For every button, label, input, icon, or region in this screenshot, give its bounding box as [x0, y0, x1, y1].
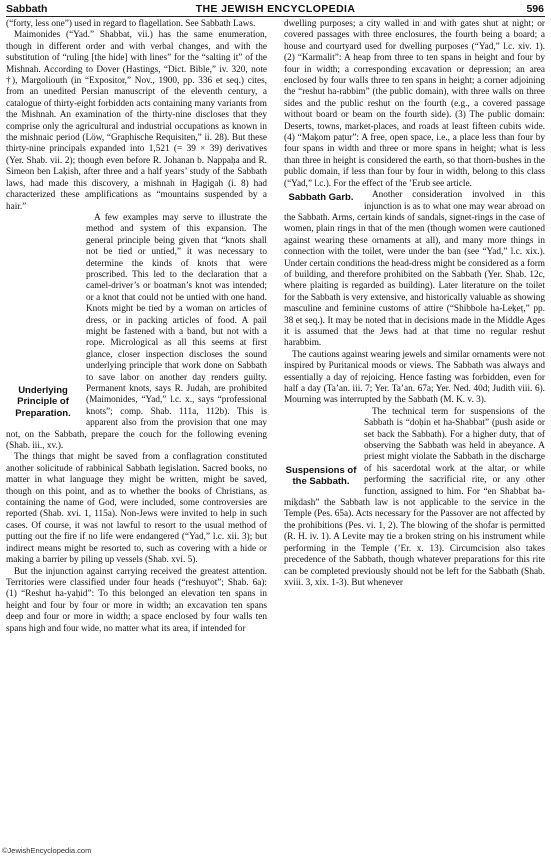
paragraph: A few examples may serve to illustrate the method and system of this expansion. The general principle being given that “knots shall not be tied or untied,” it was necessary to determine the kinds of knots that were proscribed. This led to the declaration that a camel-driver’s or boatman’s knot was intended; or a knot that could not be untied with one hand. Knots might be tied by a woman on articles of dress, or in packing articles of food. A pail might be fastened with a band, but not with a rope. Micrological as all this seems at first glance, closer inspection discloses the sound underlying principle that work done on Sabbath to save labor on another day renders guilty. Permanent knots, says R. Judah, are prohibited (Maimonides, “Yad,” l.c. x., says “professional knots”; comp. Shab. 111a, 112b). This is apparent also from the provision that one may not, on the Sabbath, prepare the couch for the following evening (Shab. iii., xv.).: [6, 212, 267, 452]
page-number: 596: [526, 3, 544, 15]
paragraph: But the injunction against carrying received the greatest attention. Territories were classified under four heads (“reshuyot”; Shab. 6a): (1) “Reshut ha-yaḥid”: To this belonged an elevation ten spans in height and four by four or more in width; an excavation ten spans deep and four or more in width; a space enclosed by four walls ten spans high and four wide, no matter what its area, if intended for: [6, 566, 267, 634]
paragraph: dwelling purposes; a city walled in and with gates shut at night; or covered passages with three enclosures, the fourth being a board; a house and courtyard used for dwelling purposes (“Yad,” l.c. xiv. 1). (2) “Karmalit”: A heap from three to ten spans in height and four by four in width; a corresponding excavation or depression; an area enclosed by four walls three to ten spans in height; a corner adjoining the “reshut ha-rabbim” (the public domain), with three walls on three sides and the public reshut on the fourth (e.g., a covered passage without board or beam on the fourth side). (3) The public domain: Deserts, towns, market-places, and roads at least fifteen cubits wide. (4) “Maḳom paṭur”: A free, open space, i.e., a place less than four by four spans in width and three or more spans in height; what is less than three in height is considered the earth, so that thorn-bushes in the public domain, if less than four by four in width, belong to this class (“Yad,” l.c.). For the effect of the ’Erub see article.: [284, 19, 545, 189]
right-column: [284, 19, 545, 589]
sidenote-suspensions: Suspensions of the Sabbath.: [285, 464, 357, 488]
paragraph: Another consideration involved in this injunction is as to what one may wear abroad on the Sabbath. Arms, certain kinds of sandals, signet-rings in the case of women, plain rings in that of the men (though women were cautioned against wearing these ornaments at all), and many more things in connection with the toilet, were under the ban (see “Yad,” l.c. xix.). Under certain conditions the head-dress might be considered as a form of building, and therefore prohibited on the Sabbath (Yer. Shab. 12c, where plaiting is regarded as building). Later literature on the toilet for the Sabbath is very extensive, and historically valuable as showing masculine and feminine customs of attire (“Shibbole ha-Leḳeṭ,” pp. 38 et seq.). It may be noted that in decisions made in the Middle Ages it is assumed that the Jews had at that time no regular reshut harabbim.: [284, 190, 545, 349]
paragraph: (“forty, less one”) used in regard to flagellation. See Sabbath Laws.: [6, 19, 256, 29]
encyclopedia-title: THE JEWISH ENCYCLOPEDIA: [195, 3, 356, 15]
paragraph: The cautions against wearing jewels and similar ornaments were not inspired by Puritanical moods or views. The Sabbath was always and essentially a day of rejoicing. Hence fasting was forbidden, even for half a day (Ta’an. iii. 7; Yer. Ta’an. 67a; Yer. Ned. 40d; Judith viii. 6). Mourning was interrupted by the Sabbath (M. K. v. 3).: [284, 349, 546, 406]
paragraph: The things that might be saved from a conflagration constituted another solicitude of rabbinical Sabbath legislation. Sacred books, no matter in what language they might be written, might be saved, though on this point, and as to whether the books of Christians, as containing the name of God, were included, some controversies are reported (Shab. xvi. 1, 115a). Non-Jews were invited to help in such cases. Of course, it was not lawful to resort to the usual method of putting out the fire if no life were endangered (“Yad,” l.c. xii. 3); but indirect means might be resorted to, such as covering with a hide or making a barrier by piling up vessels (Shab. xvi. 5).: [6, 452, 267, 566]
copyright-credit: ©JewishEncyclopedia.com: [2, 846, 92, 855]
sidenote-sabbath-garb: Sabbath Garb.: [288, 192, 354, 204]
header-rule: [6, 16, 545, 17]
section-title: Sabbath: [6, 3, 48, 15]
left-column: [6, 19, 267, 635]
paragraph: The technical term for suspensions of the Sabbath is “doḥin et ha-Shabbat” (push aside or set back the Sabbath). For a higher duty, that of observing the Sabbath was held in abeyance. A priest might violate the Sabbath in the discharge of his sacerdotal work at the altar, or while performing the sacrificial rite, or any other function, assigned to him. For “en Shabbat ba-miḳdash” the Sabbath law is not applicable to the service in the Temple (Pes. 65a). Acts necessary for the Passover are not affected by the prohibitions (Pes. vi. 1, 2). The blowing of the shofar is permitted (R. H. iv. 1). A Levite may tie a broken string on his instrument while performing in the Temple (’Er. x. 13). Circumcision also takes precedence of the Sabbath, though whatever preparations for this rite can be completed previously should not be left for the Sabbath (Shab. xviii. 3, xix. 1-3). But whenever: [284, 406, 545, 588]
sidenote-underlying-principle: Underlying Principle of Preparation.: [15, 384, 71, 419]
paragraph: Maimonides (“Yad.” Shabbat, vii.) has the same enumeration, though in different order and with verbal changes, and with the substitution of “ruling [the hide] with lines” for the “salting it” of the Mishnah. According to Dover (Hastings, “Dict. Bible,” iv. 320, note †), Margoliouth (in “Expositor,” Nov., 1900, pp. 336 et seq.) cites, from an unedited Persian manuscript of the eleventh century, a catalogue of thirty-eight forbidden acts containing many variants from the Mishnah. An examination of the thirty-nine discloses that they comprise only the agricultural and industrial occupations as known in the mishnaic period (Löw, “Graphische Requisiten,” ii. 28). But these thirty-nine principals expanded into 1,521 (= 39 × 39) derivatives (Yer. Shab. vii. 2); though even before R. Johanan b. Nappaḥa and R. Simeon ben Laḳish, after three and a half years’ study of the Sabbath laws, had made this discovery, a mishnah in Ḥagigah (i. 8) had characterized these amplifications as “mountains suspended by a hair.”: [6, 30, 267, 212]
